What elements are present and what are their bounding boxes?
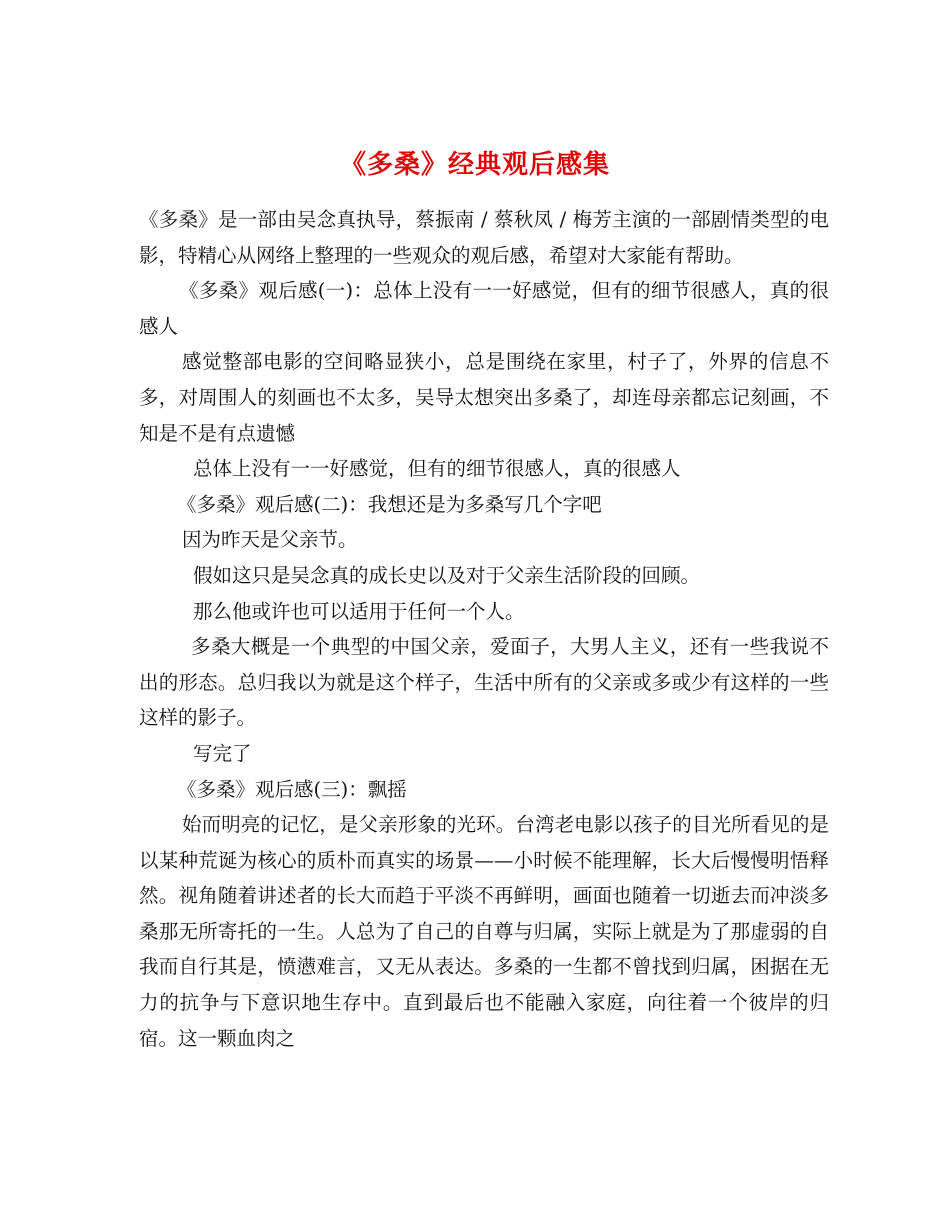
paragraph-review-3-heading: 《多桑》观后感(三)：飘摇 bbox=[177, 777, 407, 801]
document-title: 《多桑》经典观后感集 bbox=[339, 150, 610, 181]
paragraph-review-2-body: 多桑大概是一个典型的中国父亲，爱面子，大男人主义，还有一些我说不出的形态。总归我以为就是这个样子，生活中所有的父亲或多或少有这样的一些这样的影子。 bbox=[139, 635, 829, 730]
paragraph-review-2-line-2: 假如这只是吴念真的成长史以及对于父亲生活阶段的回顾。 bbox=[193, 563, 701, 587]
paragraph-review-2-line-1: 因为昨天是父亲节。 bbox=[182, 528, 358, 552]
document-body bbox=[139, 202, 829, 1056]
paragraph-review-2-end: 写完了 bbox=[193, 741, 252, 765]
paragraph-review-1-body: 感觉整部电影的空间略显狭小，总是围绕在家里，村子了，外界的信息不多，对周围人的刻画也不太多，吴导太想突出多桑了，却连母亲都忘记刻画，不知是不是有点遗憾 bbox=[139, 350, 829, 445]
paragraph-review-1-heading: 《多桑》观后感(一)：总体上没有一一好感觉，但有的细节很感人，真的很感人 bbox=[139, 279, 829, 338]
paragraph-review-2-heading: 《多桑》观后感(二)：我想还是为多桑写几个字吧 bbox=[177, 492, 602, 516]
paragraph-intro: 《多桑》是一部由吴念真执导，蔡振南 / 蔡秋凤 / 梅芳主演的一部剧情类型的电影，特精心从网络上整理的一些观众的观后感，希望对大家能有帮助。 bbox=[139, 208, 829, 267]
paragraph-review-3-body: 始而明亮的记忆，是父亲形象的光环。台湾老电影以孩子的目光所看见的是以某种荒诞为核心的质朴而真实的场景——小时候不能理解，长大后慢慢明悟释然。视角随着讲述者的长大而趋于平淡不再鲜明，画面也随着一切逝去而冲淡多桑那无所寄托的一生。人总为了自己的自尊与归属，实际上就是为了那虚弱的自我而自行其是，愤懑难言，又无从表达。多桑的一生都不曾找到归属，困据在无力的抗争与下意识地生存中。直到最后也不能融入家庭，向往着一个彼岸的归宿。这一颗血肉之 bbox=[139, 813, 829, 1050]
paragraph-review-1-summary: 总体上没有一一好感觉，但有的细节很感人，真的很感人 bbox=[193, 457, 681, 481]
paragraph-review-2-line-3: 那么他或许也可以适用于任何一个人。 bbox=[193, 599, 525, 623]
